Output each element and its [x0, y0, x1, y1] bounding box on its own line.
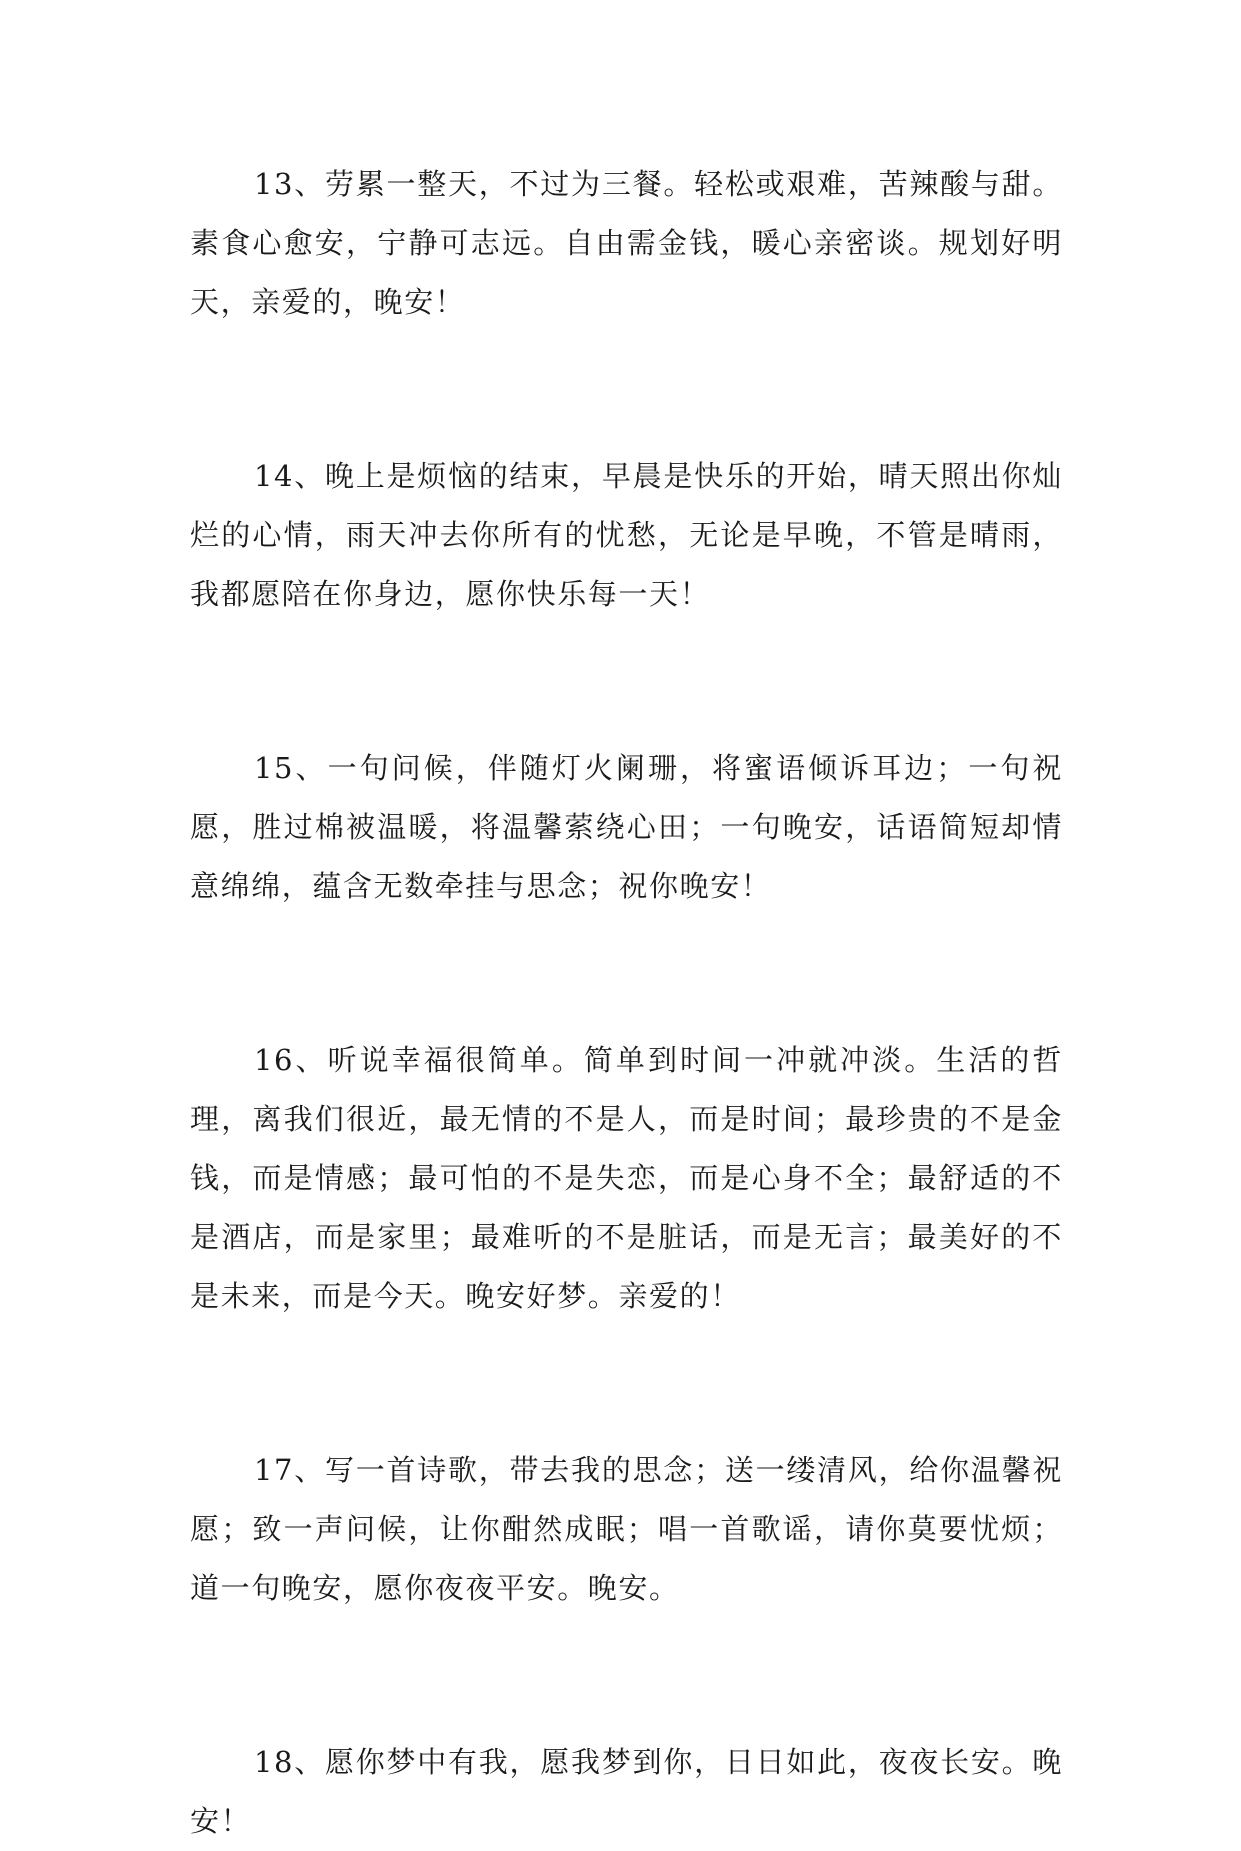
paragraph-15: 15、一句问候，伴随灯火阑珊，将蜜语倾诉耳边；一句祝愿，胜过棉被温暖，将温馨萦绕心田；一句晚安，话语简短却情意绵绵，蕴含无数牵挂与思念；祝你晚安！: [190, 751, 1063, 903]
paragraph-13: 13、劳累一整天，不过为三餐。轻松或艰难，苦辣酸与甜。素食心愈安，宁静可志远。自由需金钱，暖心亲密谈。规划好明天，亲爱的，晚安！: [190, 167, 1063, 319]
paragraph-16: 16、听说幸福很简单。简单到时间一冲就冲淡。生活的哲理，离我们很近，最无情的不是人，而是时间；最珍贵的不是金钱，而是情感；最可怕的不是失恋，而是心身不全；最舒适的不是酒店，而是家里；最难听的不是脏话，而是无言；最美好的不是未来，而是今天。晚安好梦。亲爱的！: [190, 1043, 1063, 1313]
paragraph-18: 18、愿你梦中有我，愿我梦到你，日日如此，夜夜长安。晚安！: [190, 1745, 1063, 1838]
paragraph-17: 17、写一首诗歌，带去我的思念；送一缕清风，给你温馨祝愿；致一声问候，让你酣然成眠；唱一首歌谣，请你莫要忧烦；道一句晚安，愿你夜夜平安。晚安。: [190, 1453, 1063, 1605]
paragraph-14: 14、晚上是烦恼的结束，早晨是快乐的开始，晴天照出你灿烂的心情，雨天冲去你所有的忧愁，无论是早晚，不管是晴雨，我都愿陪在你身边，愿你快乐每一天！: [190, 459, 1063, 611]
document-body: [190, 155, 1063, 1851]
